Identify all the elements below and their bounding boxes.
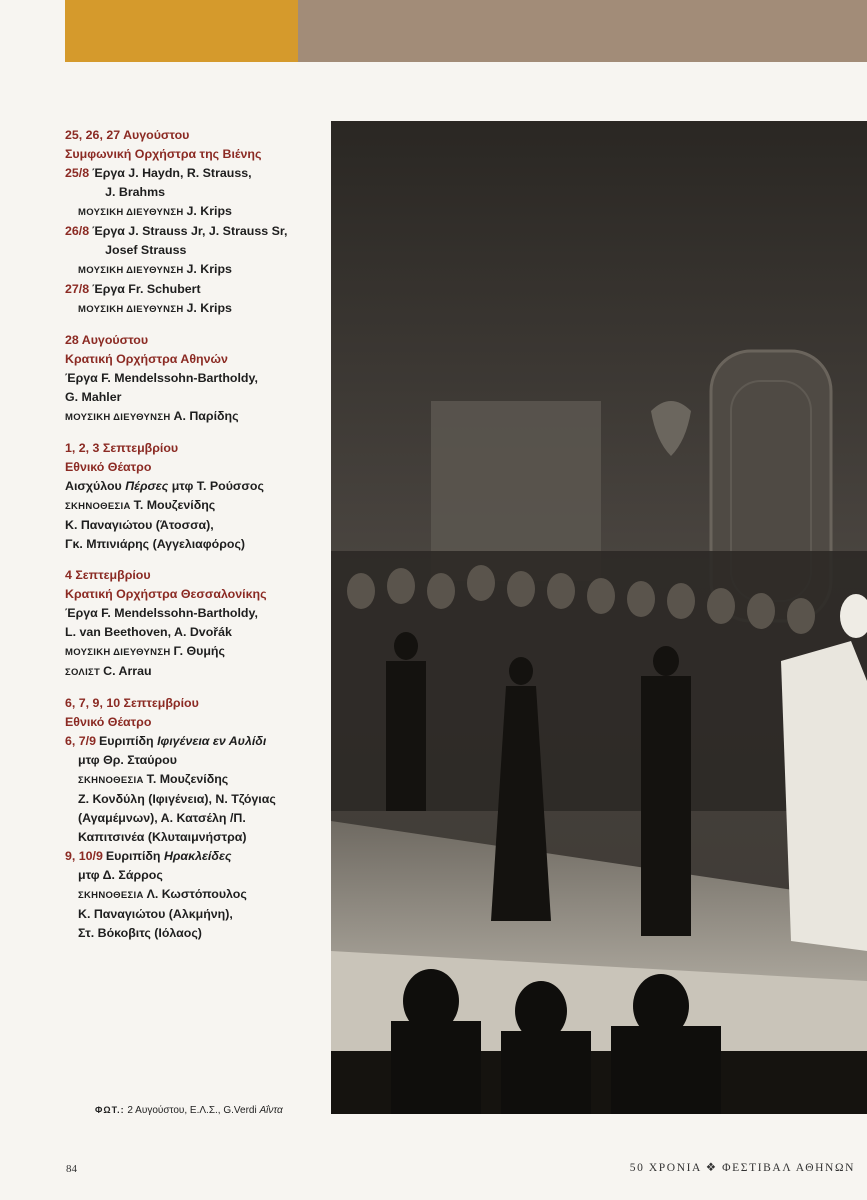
role-label: ΜΟΥΣΙΚΗ ΔΙΕΥΘΥΝΣΗ	[78, 207, 184, 218]
page-number: 84	[66, 1163, 77, 1175]
stage-photo	[331, 121, 867, 1114]
role-label: ΜΟΥΣΙΚΗ ΔΙΕΥΘΥΝΣΗ	[78, 304, 184, 315]
event-vienna: 25, 26, 27 Αυγούστου Συμφωνική Ορχήστρα της Βιένης 25/8 Έργα J. Haydn, R. Strauss, J. Brahms ΜΟΥΣΙΚΗ ΔΙΕΥΘΥΝΣΗ J. Krips 26/8 Έργα J. Strauss Jr, J. Strauss Sr, Josef Strauss ΜΟΥΣΙΚΗ ΔΙΕΥΘΥΝΣΗ J. Krips 27/8 Έργα Fr. Schubert ΜΟΥΣΙΚΗ ΔΙΕΥΘΥΝΣΗ J. Krips	[65, 126, 327, 319]
event-date: 4 Σεπτεμβρίου	[65, 568, 151, 582]
header-bar-brown	[298, 0, 867, 62]
header-bar-gold	[65, 0, 298, 62]
entry-25-8: 25/8 Έργα J. Haydn, R. Strauss, J. Brahms	[65, 166, 252, 199]
caption-title: Αΐντα	[259, 1105, 283, 1116]
caption-text: 2 Αυγούστου, Ε.Λ.Σ., G.Verdi	[127, 1105, 257, 1116]
role-label: ΣΚΗΝΟΘΕΣΙΑ	[78, 890, 144, 901]
event-national-theatre-persians: 1, 2, 3 Σεπτεμβρίου Εθνικό Θέατρο Αισχύλου Πέρσες μτφ Τ. Ρούσσος ΣΚΗΝΟΘΕΣΙΑ Τ. Μουζενίδης Κ. Παναγιώτου (Άτοσσα), Γκ. Μπινιάρης (Αγγελιαφόρος)	[65, 439, 327, 554]
entry-iphigenia: 6, 7/9 Ευριπίδη Ιφιγένεια εν Αυλίδι	[65, 734, 267, 748]
event-thessaloniki-orchestra: 4 Σεπτεμβρίου Κρατική Ορχήστρα Θεσσαλονίκης Έργα F. Mendelssohn-Bartholdy, L. van Beethoven, A. Dvořák ΜΟΥΣΙΚΗ ΔΙΕΥΘΥΝΣΗ Γ. Θυμής ΣΟΛΙΣΤ C. Arrau	[65, 566, 327, 682]
event-org: Κρατική Ορχήστρα Θεσσαλονίκης	[65, 587, 267, 601]
entry-26-8: 26/8 Έργα J. Strauss Jr, J. Strauss Sr, Josef Strauss	[65, 224, 288, 257]
stage-photo-illustration	[331, 121, 867, 1114]
event-national-theatre-euripides: 6, 7, 9, 10 Σεπτεμβρίου Εθνικό Θέατρο 6, 7/9 Ευριπίδη Ιφιγένεια εν Αυλίδι μτφ Θρ. Σταύρου ΣΚΗΝΟΘΕΣΙΑ Τ. Μουζενίδης Ζ. Κονδύλη (Ιφιγένεια), Ν. Τζόγιας (Αγαμέμνων), Α. Κατσέλη /Π. Καπιτσινέα (Κλυταιμνήστρα) 9, 10/9 Ευριπίδη Ηρακλείδες μτφ Δ. Σάρρος ΣΚΗΝΟΘΕΣΙΑ Λ. Κωστόπουλος Κ. Παναγιώτου (Αλκμήνη), Στ. Βόκοβιτς (Ιόλαος)	[65, 694, 327, 943]
event-org: Συμφωνική Ορχήστρα της Βιένης	[65, 147, 262, 161]
role-label: ΣΟΛΙΣΤ	[65, 667, 101, 678]
event-date: 28 Αυγούστου	[65, 333, 149, 347]
role-label: ΜΟΥΣΙΚΗ ΔΙΕΥΘΥΝΣΗ	[65, 412, 171, 423]
event-date: 1, 2, 3 Σεπτεμβρίου	[65, 441, 179, 455]
event-org: Εθνικό Θέατρο	[65, 715, 152, 729]
event-org: Κρατική Ορχήστρα Αθηνών	[65, 352, 228, 366]
role-label: ΣΚΗΝΟΘΕΣΙΑ	[65, 501, 131, 512]
caption-label: ΦΩΤ.:	[95, 1105, 125, 1115]
role-label: ΣΚΗΝΟΘΕΣΙΑ	[78, 775, 144, 786]
event-date: 25, 26, 27 Αυγούστου	[65, 128, 190, 142]
role-label: ΜΟΥΣΙΚΗ ΔΙΕΥΘΥΝΣΗ	[65, 647, 171, 658]
event-org: Εθνικό Θέατρο	[65, 460, 152, 474]
event-athens-orchestra: 28 Αυγούστου Κρατική Ορχήστρα Αθηνών Έργα F. Mendelssohn-Bartholdy, G. Mahler ΜΟΥΣΙΚΗ ΔΙΕΥΘΥΝΣΗ Α. Παρίδης	[65, 331, 327, 427]
entry-heraclidae: 9, 10/9 Ευριπίδη Ηρακλείδες	[65, 849, 232, 863]
photo-caption	[95, 1105, 283, 1116]
entry-27-8: 27/8 Έργα Fr. Schubert	[65, 282, 201, 296]
program-column	[65, 126, 327, 955]
event-date: 6, 7, 9, 10 Σεπτεμβρίου	[65, 696, 199, 710]
running-footer: 50 ΧΡΟΝΙΑ ❖ ΦΕΣΤΙΒΑΛ ΑΘΗΝΩΝ	[629, 1162, 855, 1174]
role-label: ΜΟΥΣΙΚΗ ΔΙΕΥΘΥΝΣΗ	[78, 265, 184, 276]
